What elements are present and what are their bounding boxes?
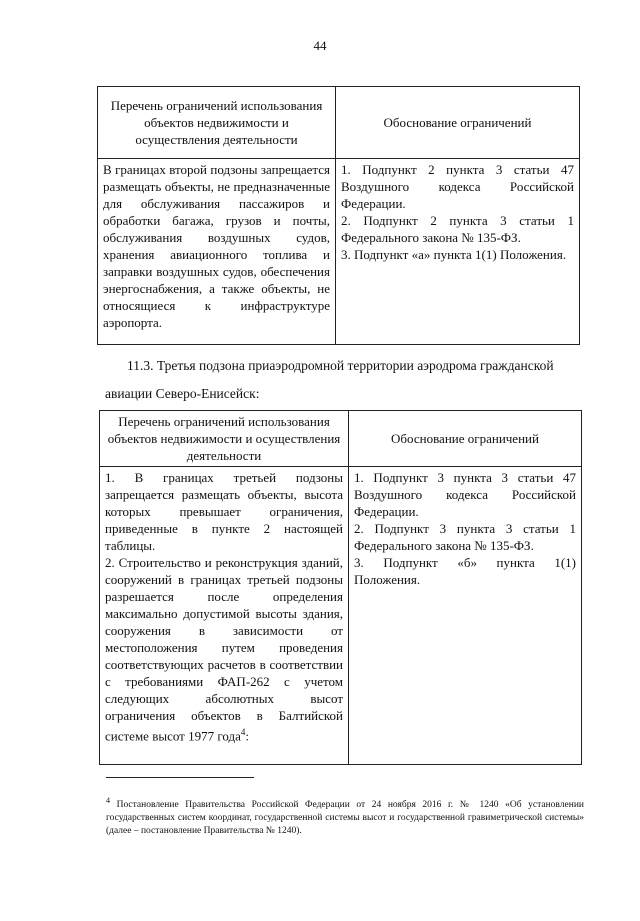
restrictions-table-third-subzone bbox=[99, 410, 582, 765]
restriction-tail: : bbox=[245, 728, 249, 744]
section-heading-line: авиации Северо-Енисейск: bbox=[105, 386, 260, 401]
page-number: 44 bbox=[313, 38, 327, 53]
table-header-justification: Обоснование ограничений bbox=[336, 87, 580, 159]
justification-cell bbox=[349, 467, 582, 765]
restriction-cell bbox=[98, 159, 336, 345]
restriction-item: 1. В границах третьей подзоны запрещается размещать объекты, высота которых превышает ограничения, приведенные в пункте 2 настоящей таблицы. bbox=[105, 470, 343, 553]
justification-item: 3. Подпункт «а» пункта 1(1) Положения. bbox=[341, 247, 567, 262]
footnote-reference[interactable]: 4 bbox=[240, 727, 246, 737]
restriction-cell bbox=[100, 467, 349, 765]
section-heading-line: 11.3. Третья подзона приаэродромной территории аэродрома гражданской bbox=[127, 358, 554, 373]
table-header-justification: Обоснование ограничений bbox=[349, 411, 582, 467]
restriction-item: 2. Строительство и реконструкция зданий, сооружений в границах третьей подзоны разрешается после определения максимально допустимой высоты здания, сооружения в зависимости от местоположения путем проведения соответствующих расчетов в соответствии с требованиями ФАП-262 с учетом следующих абсолютных высот ограничения объектов в Балтийской системе высот 1977 года bbox=[105, 555, 343, 744]
restriction-text: В границах второй подзоны запрещается размещать объекты, не предназначенные для обслуживания пассажиров и обработки багажа, грузов и почты, обслуживания воздушных судов, хранения авиационного топлива и заправки воздушных судов, обеспечения энергоснабжения, а также объекты, не относящиеся к инфраструктуре аэропорта. bbox=[103, 162, 330, 330]
justification-item: 3. Подпункт «б» пункта 1(1) Положения. bbox=[354, 555, 576, 587]
footnote-text: Постановление Правительства Российской Федерации от 24 ноября 2016 г. № 1240 «Об установлении государственных систем координат, государственной системы высот и государственной гравиметрической системы» (далее – постановление Правительства № 1240). bbox=[106, 800, 584, 837]
justification-item: 2. Подпункт 3 пункта 3 статьи 1 Федерального закона № 135-ФЗ. bbox=[354, 521, 576, 553]
justification-item: 2. Подпункт 2 пункта 3 статьи 1 Федерального закона № 135-ФЗ. bbox=[341, 213, 574, 245]
justification-item: 1. Подпункт 2 пункта 3 статьи 47 Воздушного кодекса Российской Федерации. bbox=[341, 162, 574, 211]
justification-cell bbox=[336, 159, 580, 345]
footnote-divider bbox=[106, 777, 254, 778]
restriction-item-with-footnote bbox=[105, 554, 343, 744]
table-header-restrictions: Перечень ограничений использования объектов недвижимости и осуществления деятельности bbox=[100, 411, 349, 467]
footnote-number: 4 bbox=[106, 796, 110, 805]
justification-item: 1. Подпункт 3 пункта 3 статьи 47 Воздушного кодекса Российской Федерации. bbox=[354, 470, 576, 519]
footnote bbox=[106, 794, 584, 838]
table-header-restrictions: Перечень ограничений использования объектов недвижимости и осуществления деятельности bbox=[98, 87, 336, 159]
restrictions-table-second-subzone bbox=[97, 86, 580, 345]
